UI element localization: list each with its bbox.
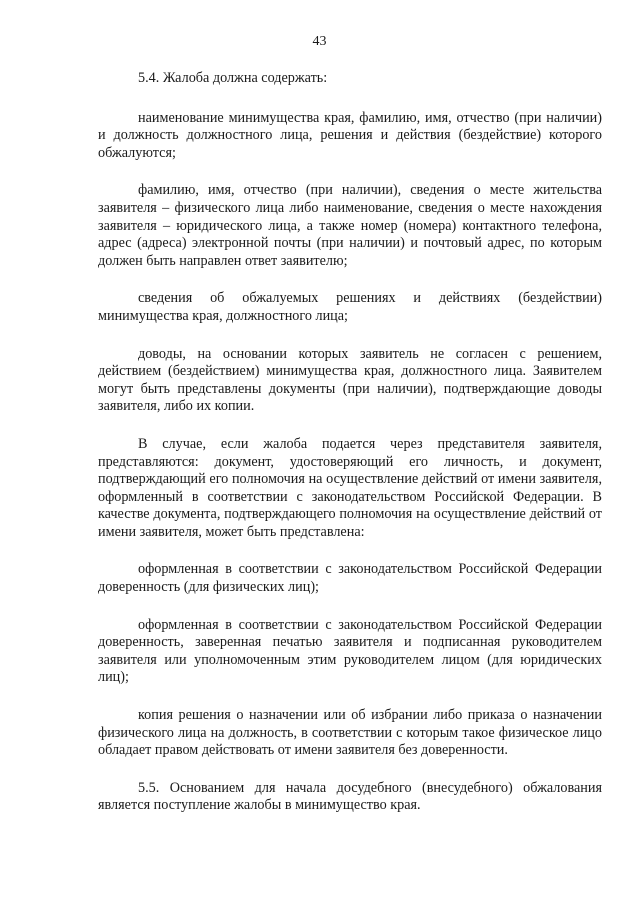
section-5-5-paragraph: 5.5. Основанием для начала досудебного (внесудебного) обжалования является поступление жалобы в минимущество края.: [98, 779, 602, 814]
page-number: 43: [312, 34, 327, 49]
document-body: [98, 70, 602, 815]
paragraph-appealed-decisions: сведения об обжалуемых решениях и действиях (бездействии) минимущества края, должностного лица;: [98, 290, 602, 324]
paragraph-official-name: наименование минимущества края, фамилию, имя, отчество (при наличии) и должность должностного лица, решения и действия (бездействие) которого обжалуются;: [98, 109, 602, 161]
section-5-4-heading: 5.4. Жалоба должна содержать:: [138, 70, 328, 86]
paragraph-applicant-details: фамилию, имя, отчество (при наличии), сведения о месте жительства заявителя – физического лица либо наименование, сведения о месте нахождения заявителя – юридического лица, а также номер (номера) контактного телефона, адрес (адреса) электронной почты (при наличии) и почтовый адрес, по которым должен быть направлен ответ заявителю;: [98, 182, 602, 269]
paragraph-representative: В случае, если жалоба подается через представителя заявителя, представляются: документ, удостоверяющий его личность, и документ, подтверждающий его полномочия на осуществление действий от имени заявителя, оформленный в соответствии с законодательством Российской Федерации. В качестве документа, подтверждающего полномочия на осуществление действий от имени заявителя, может быть представлена:: [98, 435, 602, 540]
paragraph-appointment-decision-copy: копия решения о назначении или об избрании либо приказа о назначении физического лица на должность, в соответствии с которым такое физическое лицо обладает правом действовать от имени заявителя без доверенности.: [98, 707, 602, 759]
paragraph-power-of-attorney-individuals: оформленная в соответствии с законодательством Российской Федерации доверенность (для физических лиц);: [98, 561, 602, 596]
paragraph-power-of-attorney-legal-entities: оформленная в соответствии с законодательством Российской Федерации доверенность, заверенная печатью заявителя и подписанная руководителем заявителя или уполномоченным этим руководителем лицом (для юридических лиц);: [98, 616, 602, 686]
paragraph-arguments: доводы, на основании которых заявитель не согласен с решением, действием (бездействием) минимущества края, должностного лица. Заявителем могут быть представлены документы (при наличии), подтверждающие доводы заявителя, либо их копии.: [98, 345, 602, 415]
